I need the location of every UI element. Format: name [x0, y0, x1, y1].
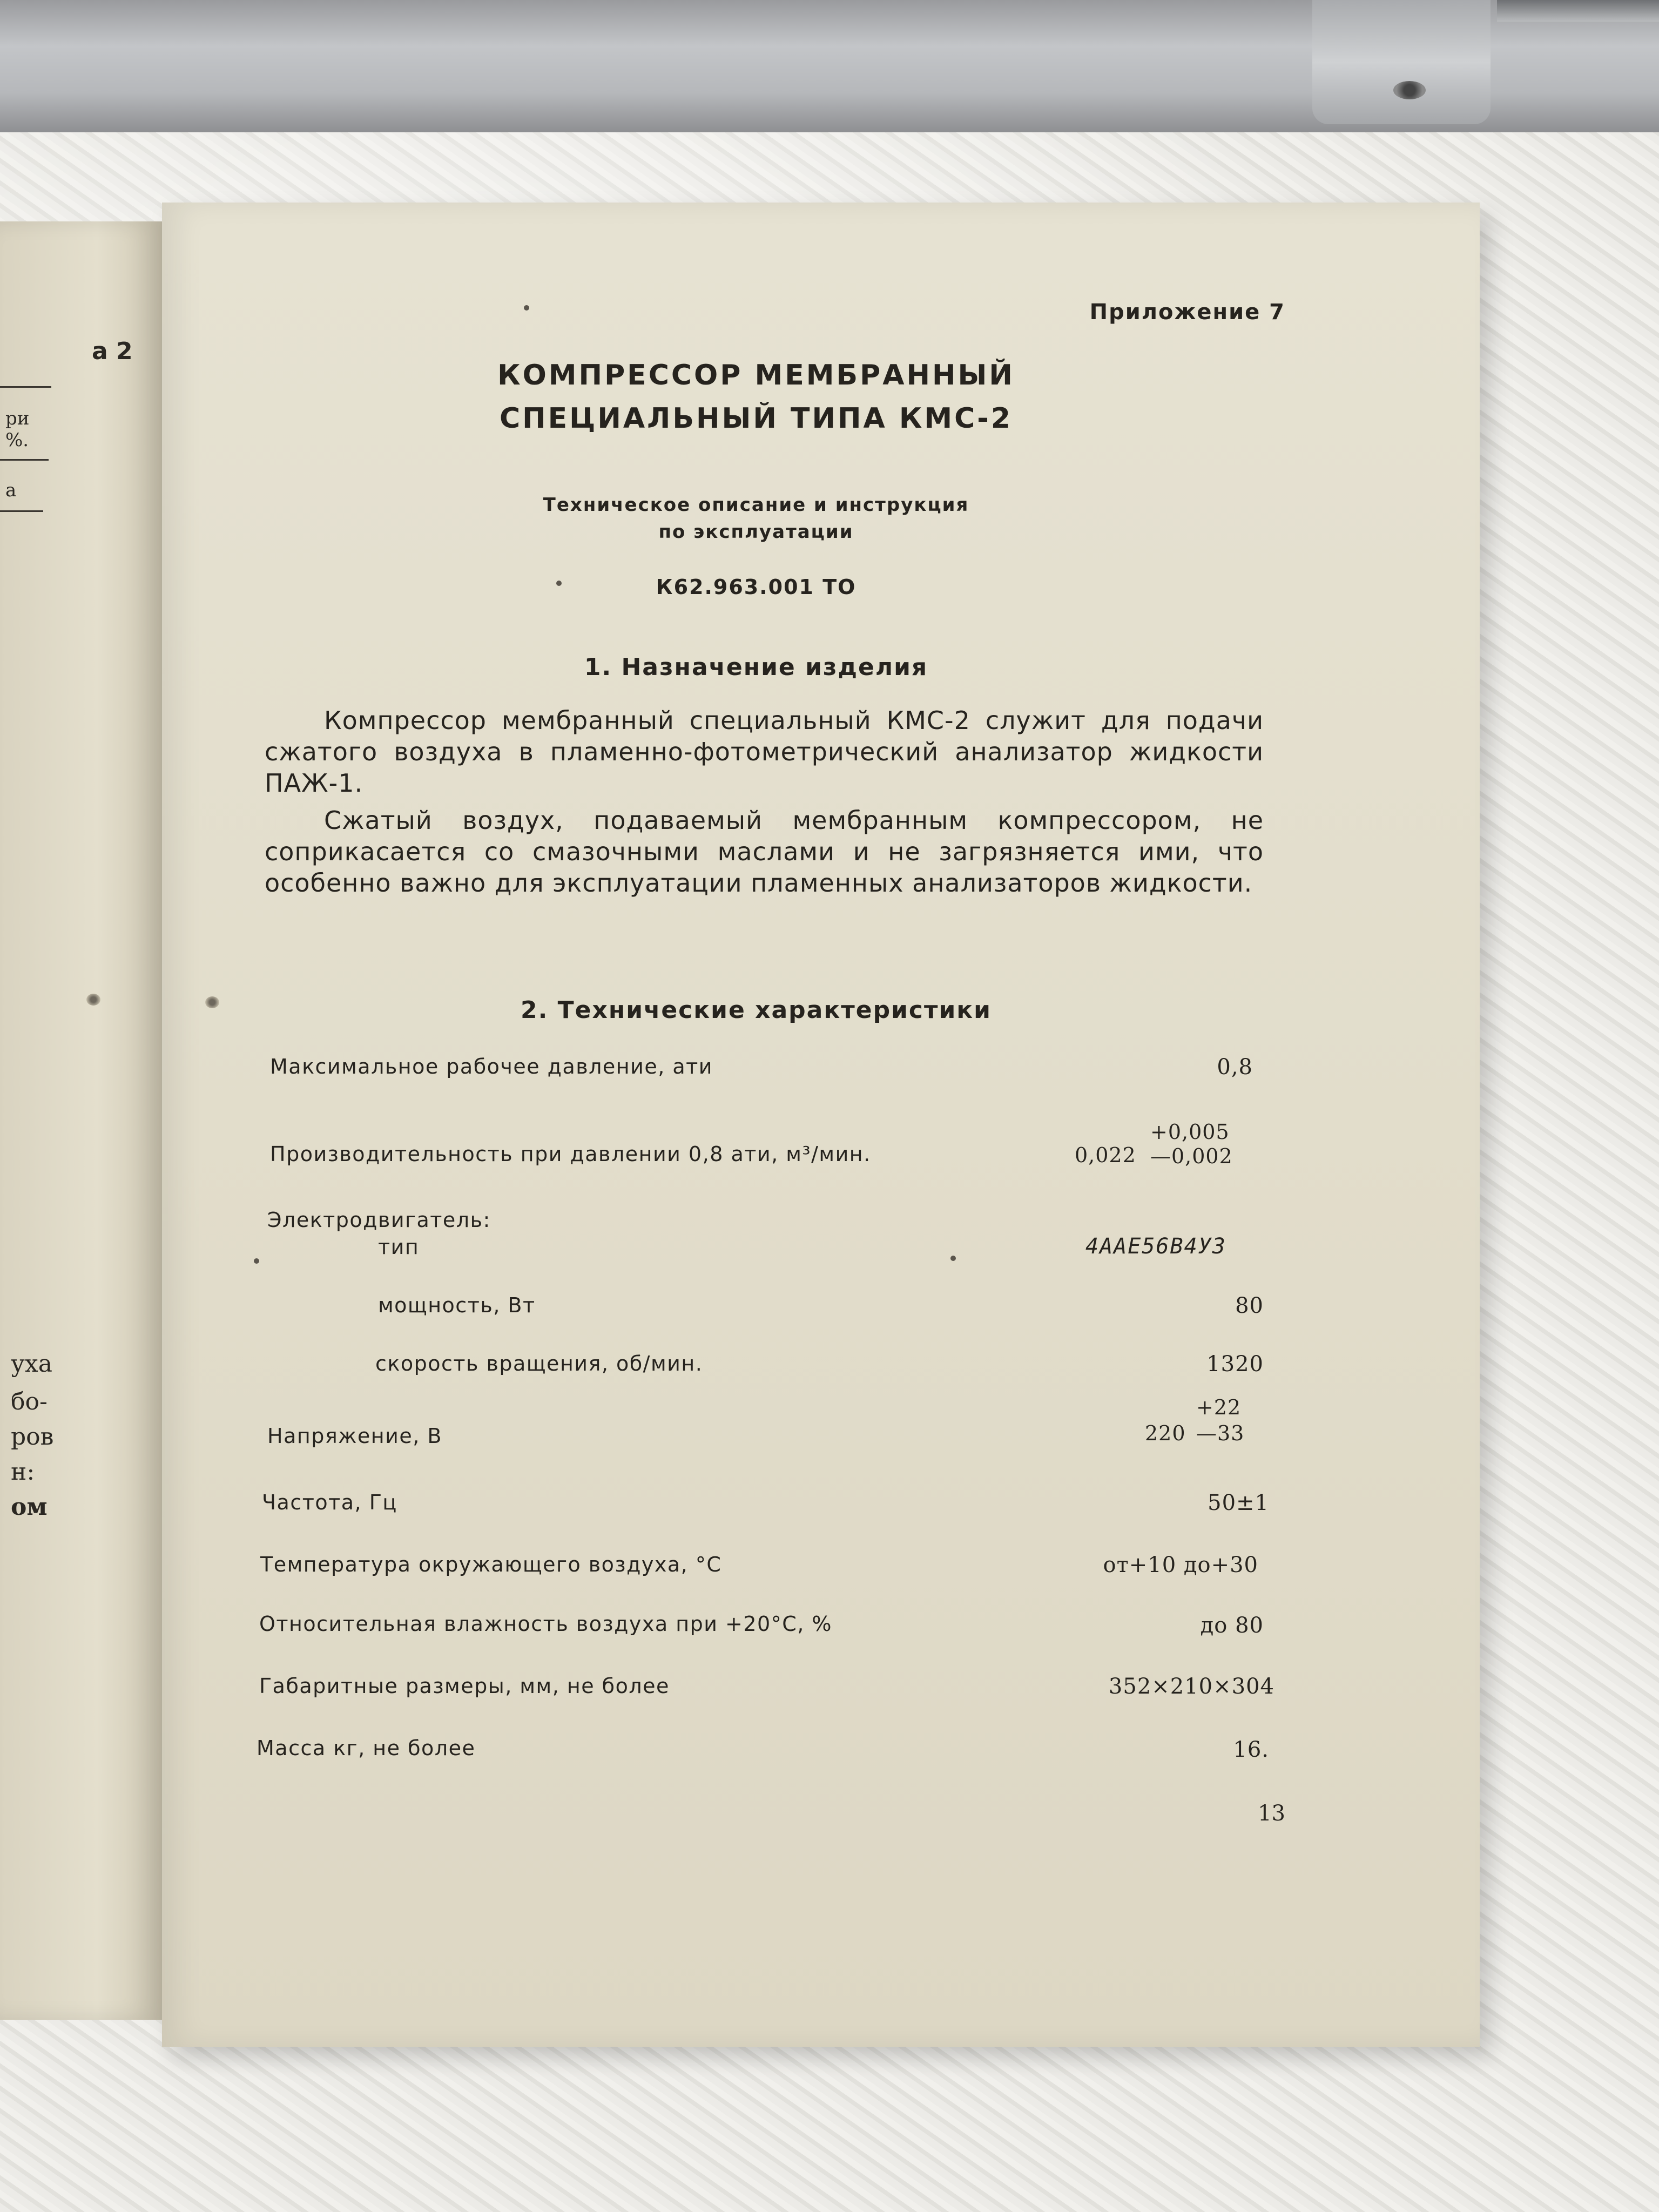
spec-label-rotation-speed: скорость вращения, об/мин.	[375, 1352, 703, 1375]
metal-bracket	[1312, 0, 1491, 124]
section-heading-1: 1. Назначение изделия	[584, 653, 928, 681]
spec-label-frequency: Частота, Гц	[262, 1491, 397, 1514]
spec-label-motor-type: тип	[378, 1235, 420, 1259]
paper-speck	[950, 1256, 956, 1261]
spec-label-voltage: Напряжение, В	[267, 1424, 442, 1448]
document-title-line-2: СПЕЦИАЛЬНЫЙ ТИПА КМС-2	[499, 402, 1013, 435]
spec-label-temperature: Температура окружающего воздуха, °С	[260, 1553, 722, 1576]
spec-value-rotation-speed: 1320	[1206, 1352, 1264, 1377]
metal-bar	[0, 0, 1659, 132]
spec-tolerance-plus-voltage: +22	[1196, 1395, 1242, 1419]
left-rule-3	[0, 510, 43, 512]
spec-value-pressure: 0,8	[1217, 1055, 1253, 1080]
binding-hole	[86, 994, 100, 1006]
document-page	[162, 203, 1480, 2047]
left-page	[0, 221, 162, 2020]
metal-edge	[1497, 0, 1659, 22]
spec-value-mass: 16.	[1233, 1737, 1269, 1762]
spec-tolerance-minus-voltage: —33	[1196, 1421, 1245, 1445]
section-heading-2: 2. Технические характеристики	[521, 996, 992, 1024]
left-fragment-7: ров	[11, 1423, 54, 1451]
spec-value-capacity: 0,022	[1075, 1143, 1136, 1167]
spec-label-pressure: Максимальное рабочее давление, ати	[270, 1055, 713, 1078]
screw	[1393, 81, 1426, 99]
spec-label-power: мощность, Вт	[378, 1293, 536, 1317]
appendix-label: Приложение 7	[1089, 300, 1285, 325]
left-fragment-1: а 2	[92, 338, 133, 365]
spec-value-motor-type: 4ААЕ56В4УЗ	[1085, 1234, 1226, 1259]
paragraph-purpose-2: Сжатый воздух, подаваемый мембранным компрессором, не соприкасается со смазочными маслами и не загрязняется ими, что особенно важно для эксплуатации пламенных анализаторов жидкости.	[265, 806, 1264, 898]
left-fragment-3: %.	[5, 429, 29, 451]
spec-value-humidity: до 80	[1200, 1613, 1264, 1638]
paper-speck	[556, 581, 562, 586]
paper-speck	[254, 1258, 259, 1264]
spec-label-mass: Масса кг, не более	[257, 1736, 476, 1760]
spec-value-temperature: от+10 до+30	[1103, 1553, 1258, 1577]
spec-label-capacity: Производительность при давлении 0,8 ати, м³/мин.	[270, 1142, 871, 1166]
left-rule-2	[0, 459, 49, 461]
spec-value-frequency: 50±1	[1208, 1491, 1269, 1515]
page-number: 13	[1258, 1801, 1285, 1826]
spec-label-humidity: Относительная влажность воздуха при +20°С, %	[259, 1612, 832, 1636]
left-fragment-8: н:	[11, 1458, 35, 1486]
spec-label-motor: Электродвигатель:	[267, 1208, 491, 1232]
document-code: К62.963.001 ТО	[656, 575, 857, 599]
left-fragment-4: а	[5, 480, 17, 501]
document-title-line-1: КОМПРЕССОР МЕМБРАННЫЙ	[497, 359, 1015, 392]
spec-tolerance-minus-capacity: —0,002	[1150, 1144, 1233, 1168]
paper-speck	[524, 305, 529, 311]
spec-value-voltage: 220	[1145, 1421, 1186, 1445]
spec-label-dimensions: Габаритные размеры, мм, не более	[259, 1674, 670, 1698]
left-fragment-2: ри	[5, 408, 30, 429]
left-fragment-9: ом	[11, 1493, 48, 1521]
spec-value-dimensions: 352×210×304	[1108, 1674, 1274, 1699]
paragraph-purpose-1: Компрессор мембранный специальный КМС-2 служит для подачи сжатого воздуха в пламенно-фотометрический анализатор жидкости ПАЖ-1.	[265, 706, 1264, 798]
spec-value-power: 80	[1235, 1293, 1264, 1318]
spec-tolerance-plus-capacity: +0,005	[1150, 1120, 1230, 1144]
left-fragment-6: бо-	[11, 1388, 48, 1415]
left-fragment-5: уха	[11, 1350, 52, 1378]
document-subtitle-line-2: по эксплуатации	[658, 521, 854, 543]
document-subtitle-line-1: Техническое описание и инструкция	[543, 494, 969, 516]
left-rule-1	[0, 386, 51, 388]
